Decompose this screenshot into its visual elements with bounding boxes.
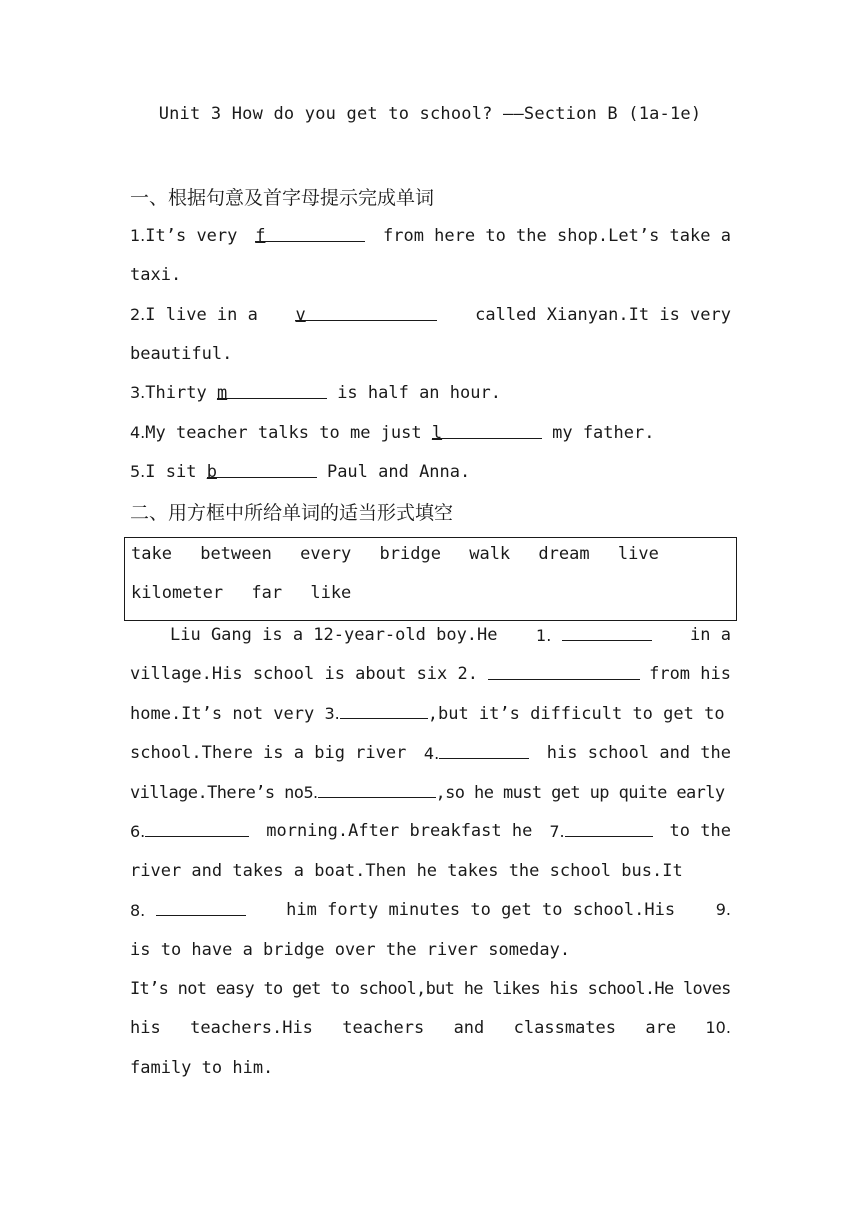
text-after: is half an hour. [337,383,501,403]
blank-number: 9. [715,900,731,919]
part2-heading: 二、用方框中所给单词的适当形式填空 [130,502,454,524]
blank-number: 8. [130,901,146,920]
blank-number: 7. [549,822,565,841]
text-before: My teacher talks to me just [145,423,422,443]
blank-number: 1. [536,626,552,645]
answer-blank-4[interactable] [439,738,529,759]
passage-text: him forty minutes to get to school.His [286,900,676,920]
answer-blank-2[interactable] [488,659,640,680]
first-letter-hint: f [255,226,266,246]
item-number: 5. [130,462,146,481]
passage-text: ,so he must get up quite early [435,783,725,803]
word-bank-word: far [251,583,283,603]
passage-line-10: It’s not easy to get to school,but he likes his school.He loves [130,979,731,999]
exercise-4 [130,418,731,448]
word-bank-word: between [200,544,272,564]
text-after: from here to the shop.Let’s take a [382,226,731,246]
passage-line-11 [130,1013,731,1043]
passage-text: to the [669,821,731,841]
answer-blank-5[interactable] [318,777,436,798]
passage-text: ,but it’s difficult to get to [427,704,725,724]
passage-text: village.There’s no [130,783,304,803]
exercise-2-continued: beautiful. [130,344,233,364]
answer-blank-7[interactable] [565,816,653,837]
passage-text: Liu Gang is a 12-year-old boy.He [170,625,498,645]
text-before: I live in a [145,305,258,325]
passage-text: morning.After breakfast he [266,821,533,841]
passage-word: teachers [342,1018,425,1038]
passage-text: from his [649,664,731,684]
passage-text: home.It’s not very [130,704,315,724]
exercise-2 [130,300,731,330]
item-number: 1. [130,226,146,245]
passage-line-5 [130,777,731,807]
page-title: Unit 3 How do you get to school? ——Section B (1a-1e) [158,104,702,124]
word-bank-word: walk [469,544,511,564]
text-after: my father. [552,423,655,443]
passage-line-6 [130,816,731,846]
word-bank-word: dream [538,544,590,564]
answer-blank[interactable] [206,457,317,482]
item-number: 4. [130,423,146,442]
passage-line-1 [170,620,731,650]
answer-blank-8[interactable] [156,895,246,916]
word-bank-word: take [131,544,172,564]
first-letter-hint: m [216,383,228,403]
word-bank-row-1 [131,544,677,564]
answer-blank-6[interactable] [145,816,249,837]
first-letter-hint: l [431,423,443,443]
passage-text: his school and the [546,743,731,763]
passage-line-3 [130,698,731,728]
part1-heading: 一、根据句意及首字母提示完成单词 [130,187,435,209]
passage-line-8 [130,895,731,925]
item-number: 3. [130,383,146,402]
first-letter-hint: v [295,305,306,325]
answer-blank[interactable] [431,418,542,443]
exercise-3 [130,378,731,408]
text-before: Thirty [145,383,207,403]
passage-line-12: family to him. [130,1058,274,1078]
answer-blank[interactable] [295,300,437,325]
item-number: 2. [130,305,146,324]
blank-number: 10. [705,1018,731,1037]
passage-line-2 [130,659,731,689]
passage-word: classmates [513,1018,617,1038]
text-before: It’s very [145,226,238,246]
passage-text: river and takes a boat.Then he takes the school bus.It [130,861,683,881]
passage-word: teachers.His [190,1018,313,1038]
text-after: Paul and Anna. [326,462,471,482]
first-letter-hint: b [206,462,217,482]
word-bank-word: every [300,544,352,564]
passage-word: are [645,1018,677,1038]
answer-blank-1[interactable] [562,620,652,641]
passage-word: and [453,1018,485,1038]
word-bank-word: live [617,544,659,564]
passage-word: his [130,1018,161,1038]
exercise-1 [130,221,731,251]
passage-line-9: is to have a bridge over the river someday. [130,940,571,960]
word-bank-word: bridge [379,544,441,564]
word-bank-word: like [310,583,352,603]
answer-blank[interactable] [216,378,327,403]
exercise-5 [130,457,731,487]
blank-number: 5. [303,783,318,802]
answer-blank-3[interactable] [340,698,428,719]
blank-number: 3. [324,704,340,723]
passage-text: in a [690,625,731,645]
passage-text: school.There is a big river [130,743,407,763]
passage-line-4 [130,738,731,768]
passage-line-7 [130,856,731,886]
text-before: I sit [145,462,197,482]
word-bank-row-2 [131,583,369,603]
exercise-1-continued: taxi. [130,265,182,285]
text-after: called Xianyan.It is very [475,305,731,325]
blank-number: 4. [423,744,440,763]
passage-text: village.His school is about six 2. [130,664,478,684]
word-bank-word: kilometer [131,583,224,603]
blank-number: 6. [130,822,146,841]
answer-blank[interactable] [255,221,365,246]
word-bank-box [124,537,737,621]
